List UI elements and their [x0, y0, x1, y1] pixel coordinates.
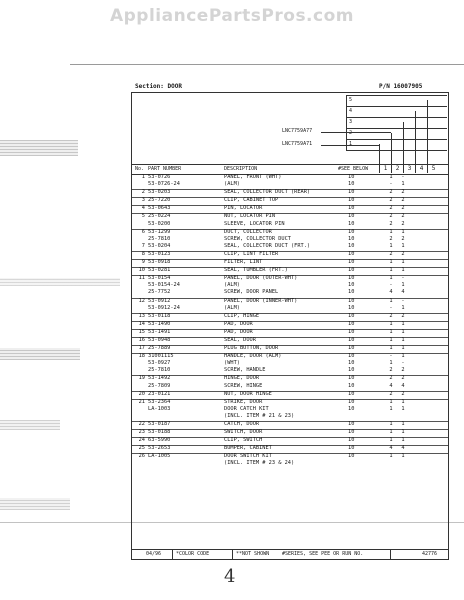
item-number: 20: [138, 390, 145, 397]
part-number: 53-0204: [148, 242, 171, 249]
part-number: 53-0643: [148, 205, 171, 212]
part-number: 53-0927: [148, 360, 171, 367]
part-number: 53-1299: [148, 228, 171, 235]
item-number: 4: [141, 205, 145, 212]
model-leader: [321, 132, 391, 133]
part-quantity: 10: [348, 437, 355, 444]
model-qty-2: 2: [401, 390, 405, 397]
part-description: PANEL, DOOR (INNER-WHT): [224, 297, 298, 304]
model-qty-1: 2: [389, 189, 393, 196]
part-number: 53-2653: [148, 445, 171, 452]
model-qty-2: 1: [401, 242, 405, 249]
item-number: 3: [141, 197, 145, 204]
item-number: 22: [138, 421, 145, 427]
part-quantity: 10: [348, 213, 355, 220]
part-description: (INCL. ITEM # 21 & 23): [224, 412, 295, 419]
footer-divider: [172, 550, 173, 559]
part-quantity: 10: [348, 304, 355, 311]
item-number: 18: [138, 353, 145, 360]
item-number: 5: [141, 213, 145, 220]
item-number: 16: [138, 336, 145, 343]
col-num: 2: [391, 166, 403, 173]
part-description: PLUG BUTTON, DOOR: [224, 345, 279, 352]
model-qty-2: 1: [401, 437, 405, 444]
model-qty-2: 1: [401, 282, 405, 289]
part-description: SEAL, COLLECTOR DUCT (FRT.): [224, 242, 311, 249]
part-description: DOOR SWITCH KIT: [224, 453, 272, 460]
part-description: (ALM): [224, 282, 240, 289]
model-qty-2: 1: [401, 353, 405, 360]
part-number: 25-7220: [148, 197, 171, 204]
model-qty-1: 4: [389, 289, 393, 296]
model-qty-2: 1: [401, 398, 405, 405]
model-qty-1: 1: [389, 228, 393, 235]
model-number: LNC7759A71: [282, 141, 313, 147]
model-qty-1: 1: [389, 336, 393, 343]
model-qty-1: -: [389, 304, 393, 311]
model-qty-1: 2: [389, 390, 393, 397]
model-qty-1: 2: [389, 213, 393, 220]
footer-divider: [232, 550, 233, 559]
model-qty-2: 2: [401, 197, 405, 204]
part-number: 53-0918: [148, 259, 171, 266]
part-quantity: 10: [348, 353, 355, 360]
part-quantity: 10: [348, 235, 355, 242]
part-quantity: 10: [348, 328, 355, 335]
col-num: 3: [403, 166, 415, 173]
part-quantity: 10: [348, 174, 355, 180]
scan-smudge: [0, 420, 60, 430]
model-qty-1: 1: [389, 320, 393, 327]
scan-line: [70, 64, 464, 65]
part-quantity: 10: [348, 250, 355, 257]
part-number: 53-0118: [148, 312, 171, 319]
part-number: 53-0154-24: [148, 282, 180, 289]
part-number: 25-7810: [148, 367, 171, 374]
model-qty-2: 1: [401, 429, 405, 436]
model-qty-1: 2: [389, 235, 393, 242]
model-qty-2: 2: [401, 367, 405, 374]
model-qty-2: 1: [401, 267, 405, 274]
part-quantity: 10: [348, 421, 355, 427]
part-description: PAD, DOOR: [224, 320, 253, 327]
part-description: SEAL, COLLECTOR DUCT (REAR): [224, 189, 311, 196]
model-qty-1: 1: [389, 275, 393, 282]
part-quantity: 10: [348, 375, 355, 382]
part-description: NUT, LOCATOR PIN: [224, 213, 276, 220]
part-description: (ALM): [224, 304, 240, 311]
item-number: 1: [141, 174, 145, 180]
stair-box: 3: [346, 117, 447, 129]
part-description: CLIP, LINT FILTER: [224, 250, 279, 257]
sheet-frame: [131, 92, 449, 560]
part-quantity: 10: [348, 398, 355, 405]
model-qty-2: 1: [401, 328, 405, 335]
model-leader: [321, 145, 379, 146]
stair-box: 5: [346, 95, 447, 107]
item-number: 2: [141, 189, 145, 196]
part-description: PANEL, DOOR (OUTER-WHT): [224, 275, 298, 282]
item-number: 11: [138, 275, 145, 282]
col-no: No.: [135, 166, 145, 172]
item-number: 14: [138, 320, 145, 327]
model-qty-1: 2: [389, 250, 393, 257]
model-qty-2: 2: [401, 235, 405, 242]
item-number: 19: [138, 375, 145, 382]
item-number: 12: [138, 297, 145, 304]
part-description: SCREW, HINGE: [224, 382, 263, 389]
part-description: CLIP, CABINET TOP: [224, 197, 279, 204]
footer-not-shown: **NOT SHOWN: [236, 551, 270, 557]
scan-smudge: [0, 498, 70, 510]
part-number: 31001115: [148, 353, 174, 360]
part-description: HINGE, DOOR: [224, 375, 260, 382]
part-quantity: 10: [348, 345, 355, 352]
model-qty-1: 1: [389, 174, 393, 180]
col-part-number: PART NUMBER: [148, 166, 182, 172]
footer-date: 04/96: [146, 551, 162, 557]
part-description: SLEEVE, LOCATOR PIN: [224, 220, 285, 227]
model-qty-2: 1: [401, 181, 405, 188]
part-number: 25-7810: [148, 235, 171, 242]
model-qty-1: 1: [389, 267, 393, 274]
item-number: 9: [141, 259, 145, 266]
stair-box: 4: [346, 106, 447, 118]
part-number: 25-0224: [148, 213, 171, 220]
part-number: 53-2364: [148, 398, 171, 405]
part-description: SEAL, TUMBLER (FRT.): [224, 267, 288, 274]
model-qty-1: 1: [389, 360, 393, 367]
part-number: 53-0726-24: [148, 181, 180, 188]
part-quantity: 10: [348, 275, 355, 282]
col-description: DESCRIPTION: [224, 166, 258, 172]
part-description: CLIP, SWITCH: [224, 437, 263, 444]
part-number: 25-7752: [148, 289, 171, 296]
model-qty-1: 4: [389, 445, 393, 452]
model-qty-2: 1: [401, 405, 405, 412]
part-number: 25-7889: [148, 345, 171, 352]
part-number: 53-0154: [148, 275, 171, 282]
model-qty-1: 1: [389, 259, 393, 266]
model-qty-1: 1: [389, 328, 393, 335]
model-qty-2: 1: [401, 320, 405, 327]
part-number: LA-1005: [148, 453, 171, 460]
model-qty-2: 2: [401, 312, 405, 319]
item-number: 24: [138, 437, 145, 444]
item-number: 15: [138, 328, 145, 335]
item-number: 13: [138, 312, 145, 319]
part-description: SCREW, COLLECTOR DUCT: [224, 235, 291, 242]
part-description: (INCL. ITEM # 23 & 24): [224, 460, 295, 467]
model-qty-2: 2: [401, 250, 405, 257]
model-qty-1: 1: [389, 421, 393, 427]
model-qty-1: 2: [389, 197, 393, 204]
scan-smudge: [0, 140, 78, 156]
column-rule: [415, 111, 416, 170]
model-qty-1: -: [389, 181, 393, 188]
sheet-part-number: P/N 16007905: [379, 83, 423, 90]
part-number: 53-0203: [148, 189, 171, 196]
part-description: FILTER, LINT: [224, 259, 263, 266]
model-qty-2: 1: [401, 304, 405, 311]
part-number: 53-1491: [148, 328, 171, 335]
scan-smudge: [0, 348, 80, 360]
item-number: 7: [141, 242, 145, 249]
part-description: DUCT, COLLECTOR: [224, 228, 272, 235]
part-description: NUT, DOOR HINGE: [224, 390, 272, 397]
footer-color-code: *COLOR CODE: [176, 551, 210, 557]
parts-table: [132, 175, 448, 469]
model-qty-2: 4: [401, 382, 405, 389]
part-quantity: 10: [348, 259, 355, 266]
part-quantity: 10: [348, 289, 355, 296]
part-number: 53-0912: [148, 297, 171, 304]
model-qty-2: 1: [401, 453, 405, 460]
part-description: DOOR CATCH KIT: [224, 405, 269, 412]
model-qty-1: 2: [389, 312, 393, 319]
stair-box: 2: [346, 128, 447, 140]
watermark: AppliancePartsPros.com: [109, 6, 354, 26]
part-number: 53-0187: [148, 421, 171, 427]
model-qty-1: 1: [389, 437, 393, 444]
model-qty-2: -: [401, 297, 405, 304]
part-quantity: 10: [348, 181, 355, 188]
column-rule: [427, 100, 428, 170]
col-num: 5: [427, 166, 439, 173]
column-rule: [403, 122, 404, 170]
part-quantity: 10: [348, 382, 355, 389]
model-qty-1: 2: [389, 375, 393, 382]
table-row: [132, 461, 448, 468]
part-quantity: 10: [348, 228, 355, 235]
part-number: LA-1003: [148, 405, 171, 412]
model-qty-1: 1: [389, 405, 393, 412]
model-qty-2: 1: [401, 421, 405, 427]
part-quantity: 10: [348, 360, 355, 367]
model-qty-1: 4: [389, 382, 393, 389]
model-qty-2: 2: [401, 220, 405, 227]
footer-divider: [390, 550, 391, 559]
item-number: 23: [138, 429, 145, 436]
part-quantity: 10: [348, 336, 355, 343]
part-description: SWITCH, DOOR: [224, 429, 263, 436]
model-qty-1: 2: [389, 205, 393, 212]
model-qty-2: 1: [401, 228, 405, 235]
col-num: 4: [415, 166, 427, 173]
item-number: 8: [141, 250, 145, 257]
part-number: 53-1492: [148, 375, 171, 382]
model-qty-1: 1: [389, 429, 393, 436]
item-number: 6: [141, 228, 145, 235]
part-quantity: 10: [348, 242, 355, 249]
part-description: CLIP, HINGE: [224, 312, 260, 319]
part-number: 53-0188: [148, 429, 171, 436]
model-qty-2: -: [401, 174, 405, 180]
model-qty-2: 1: [401, 345, 405, 352]
part-quantity: 10: [348, 453, 355, 460]
model-qty-2: 1: [401, 259, 405, 266]
part-quantity: 10: [348, 205, 355, 212]
part-description: (ALM): [224, 181, 240, 188]
col-num: 1: [379, 166, 391, 173]
part-description: SCREW, DOOR PANEL: [224, 289, 279, 296]
model-qty-1: -: [389, 282, 393, 289]
part-quantity: 10: [348, 405, 355, 412]
model-qty-1: 2: [389, 367, 393, 374]
part-description: PAD, DOOR: [224, 328, 253, 335]
model-qty-1: 1: [389, 297, 393, 304]
model-number: LNC7759A77: [282, 128, 313, 134]
part-description: STRIKE, DOOR: [224, 398, 263, 405]
page-number: 4: [224, 566, 236, 587]
part-number: 53-0123: [148, 250, 171, 257]
part-number: 23-0121: [148, 390, 171, 397]
part-number: 63-5990: [148, 437, 171, 444]
part-description: PIN, LOCATOR: [224, 205, 263, 212]
part-number: 53-0948: [148, 336, 171, 343]
footer-code: 42776: [422, 551, 438, 557]
model-qty-1: -: [389, 353, 393, 360]
footer-series-note: #SERIES, SEE PEE OR RUN NO.: [282, 551, 364, 557]
part-number: 53-0281: [148, 267, 171, 274]
model-qty-2: 2: [401, 205, 405, 212]
part-description: (WHT): [224, 360, 240, 367]
part-quantity: 10: [348, 367, 355, 374]
model-qty-1: 1: [389, 398, 393, 405]
part-description: PANEL, FRONT (WHT): [224, 174, 282, 180]
part-description: SCREW, HANDLE: [224, 367, 266, 374]
parts-list-sheet: [131, 84, 449, 558]
part-quantity: 10: [348, 220, 355, 227]
part-description: HANDLE, DOOR (ALM): [224, 353, 282, 360]
part-quantity: 10: [348, 445, 355, 452]
model-qty-2: 4: [401, 289, 405, 296]
part-description: BUMPER, CABINET: [224, 445, 272, 452]
item-number: 17: [138, 345, 145, 352]
col-see-below: #SEE BELOW: [338, 166, 369, 172]
scan-smudge: [0, 278, 120, 286]
item-number: 21: [138, 398, 145, 405]
part-number: 53-0912-24: [148, 304, 180, 311]
part-quantity: 10: [348, 297, 355, 304]
section-title: Section: DOOR: [135, 83, 182, 90]
part-quantity: 10: [348, 429, 355, 436]
model-qty-2: 1: [401, 336, 405, 343]
model-qty-2: 2: [401, 375, 405, 382]
sheet-footer: [132, 549, 448, 559]
part-number: 53-1490: [148, 320, 171, 327]
model-qty-2: -: [401, 360, 405, 367]
part-description: SEAL, DOOR: [224, 336, 256, 343]
part-description: CATCH, DOOR: [224, 421, 260, 427]
part-number: 53-0726: [148, 174, 171, 180]
model-qty-2: 2: [401, 213, 405, 220]
model-qty-1: 1: [389, 345, 393, 352]
model-qty-2: 2: [401, 189, 405, 196]
item-number: 10: [138, 267, 145, 274]
part-quantity: 10: [348, 282, 355, 289]
part-number: 53-0200: [148, 220, 171, 227]
part-quantity: 10: [348, 189, 355, 196]
model-qty-1: 1: [389, 242, 393, 249]
model-qty-1: 2: [389, 220, 393, 227]
stair-box: 1: [346, 139, 447, 151]
part-quantity: 10: [348, 390, 355, 397]
part-quantity: 10: [348, 320, 355, 327]
part-quantity: 10: [348, 312, 355, 319]
model-qty-1: 1: [389, 453, 393, 460]
part-number: 25-7809: [148, 382, 171, 389]
model-qty-2: 4: [401, 445, 405, 452]
model-qty-2: -: [401, 275, 405, 282]
item-number: 25: [138, 445, 145, 452]
part-quantity: 10: [348, 197, 355, 204]
item-number: 26: [138, 453, 145, 460]
part-quantity: 10: [348, 267, 355, 274]
